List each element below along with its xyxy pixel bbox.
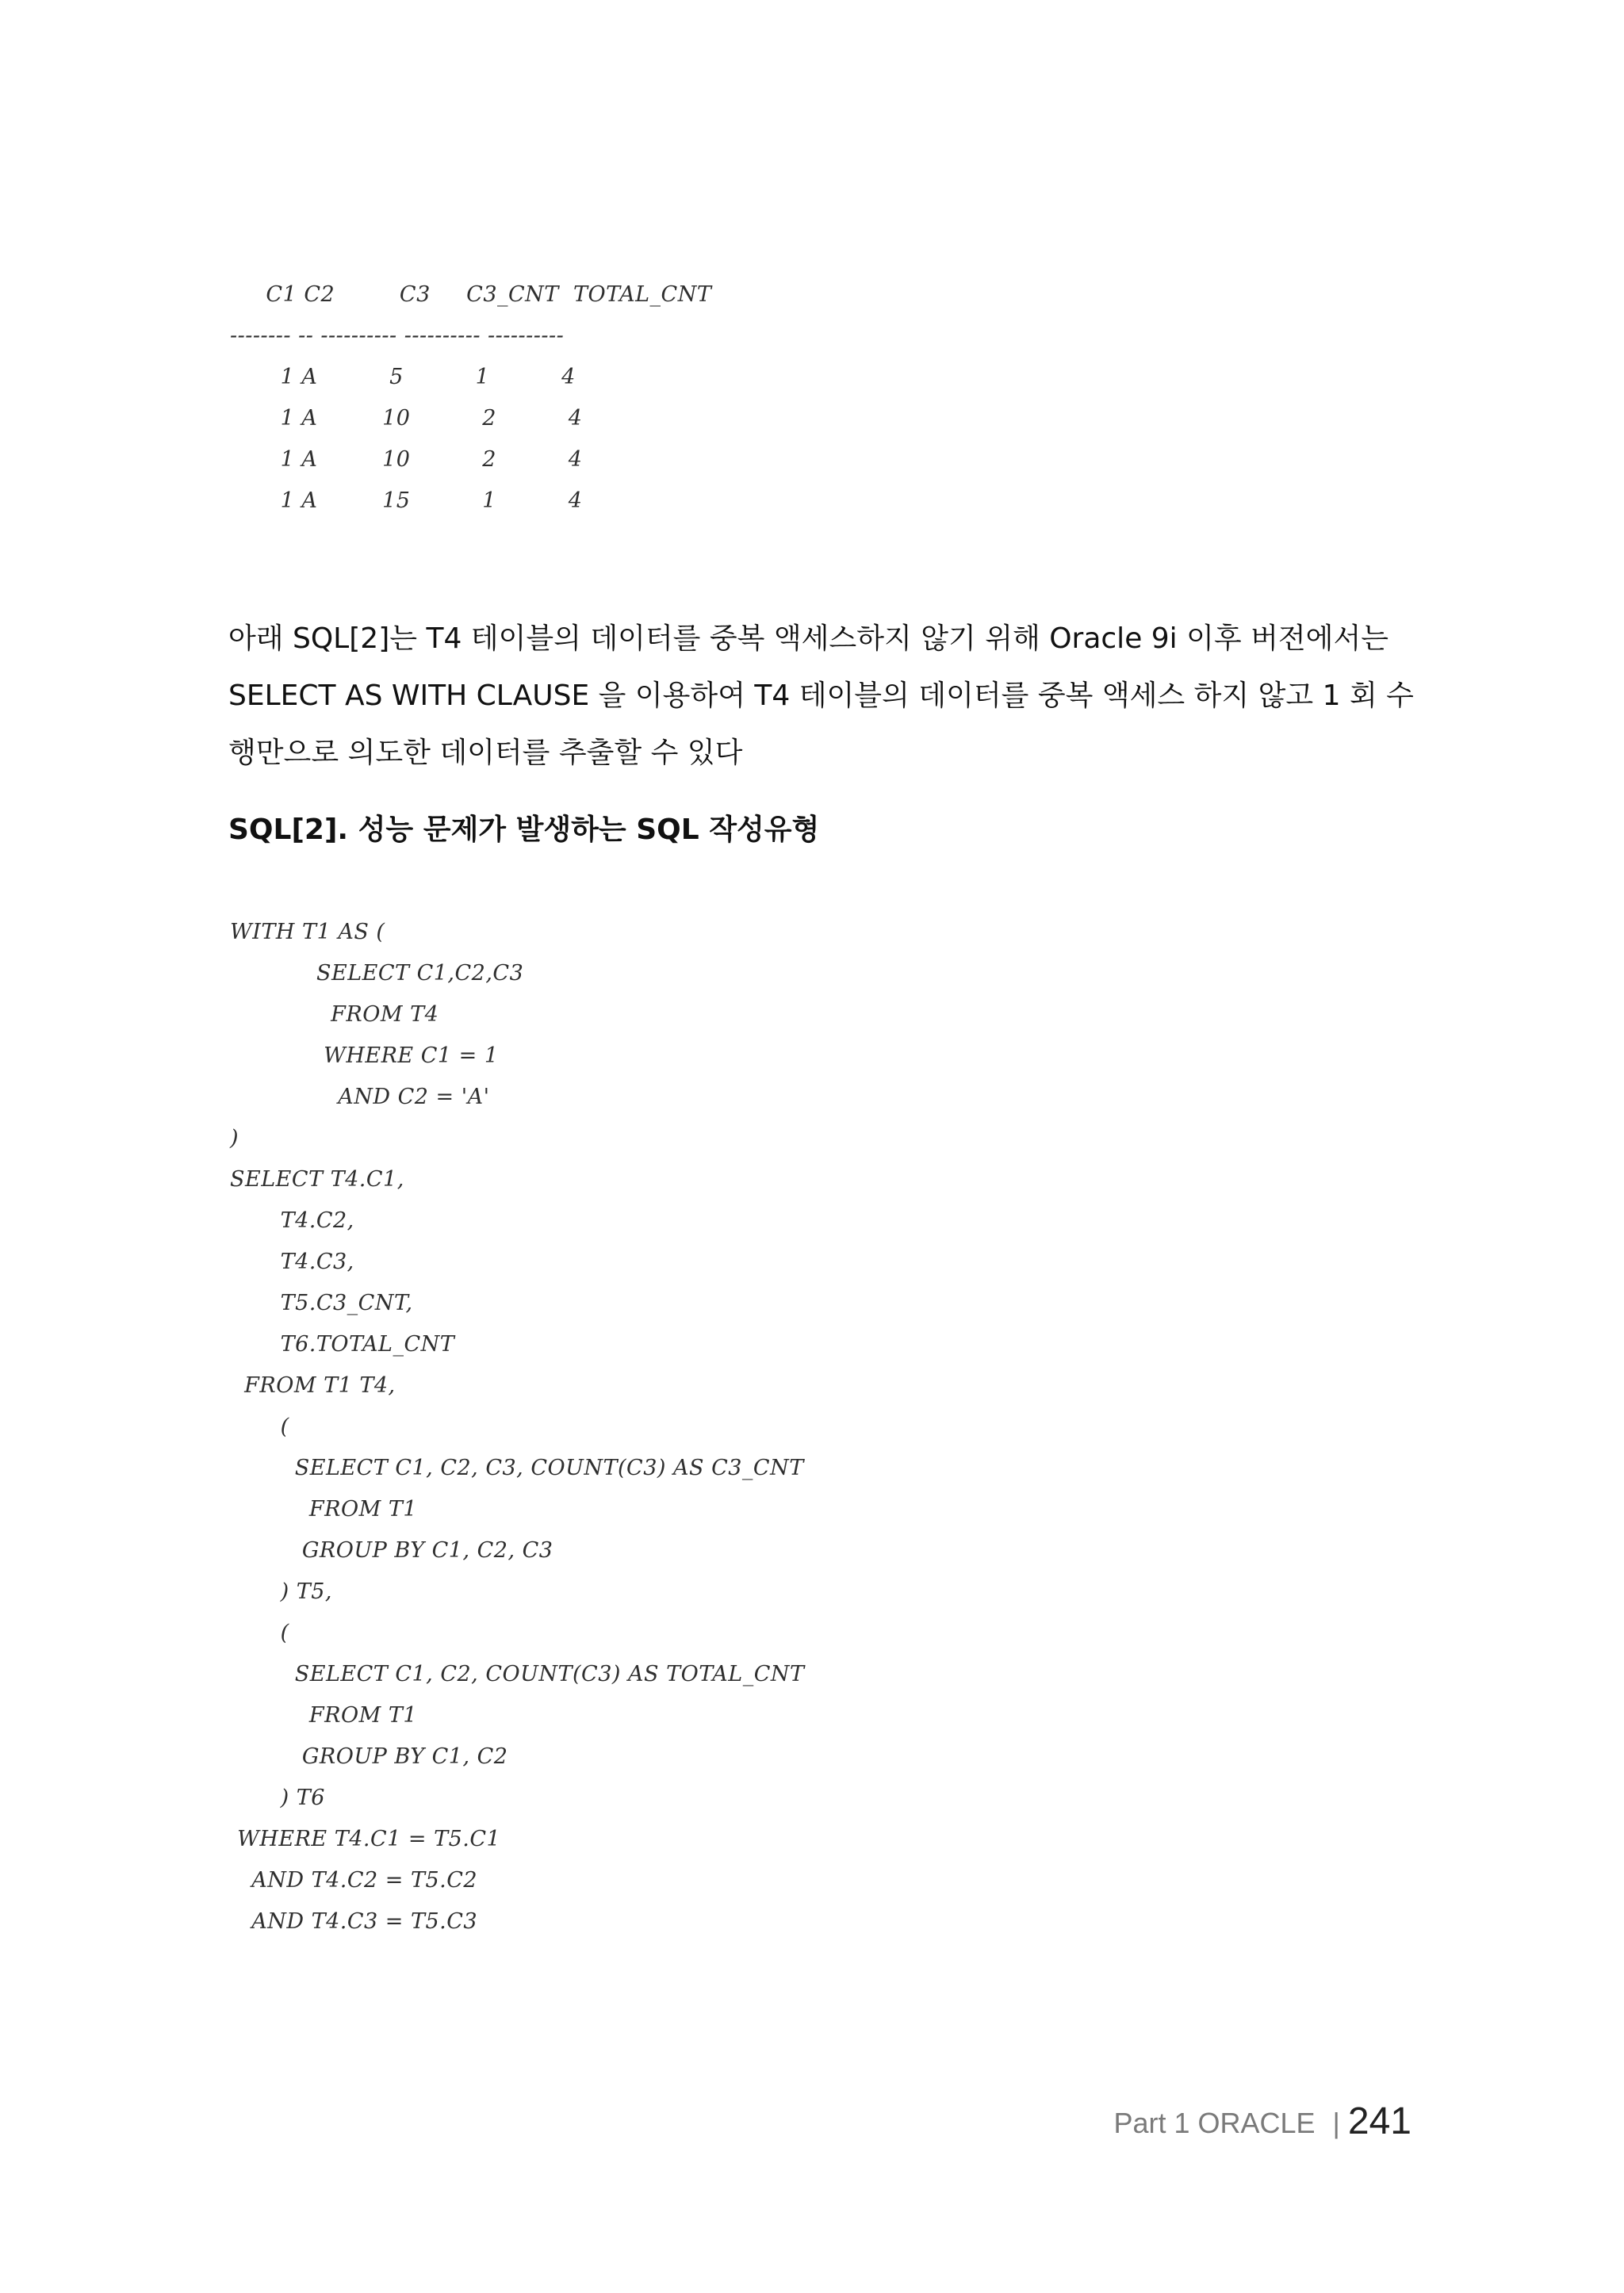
footer-separator: | (1332, 2107, 1340, 2139)
result-row: 1 A 10 2 4 (230, 406, 583, 431)
code-line: ) T5, (230, 1579, 332, 1604)
code-line: AND T4.C2 = T5.C2 (230, 1868, 478, 1893)
page-number: 241 (1347, 2100, 1411, 2142)
result-row: 1 A 15 1 4 (230, 488, 583, 513)
code-line: WITH T1 AS ( (230, 920, 385, 944)
body-paragraph (228, 611, 1418, 782)
code-line: FROM T1 (230, 1497, 418, 1522)
sql-code-block (230, 912, 805, 1943)
code-line: T5.C3_CNT, (230, 1291, 413, 1315)
result-divider-row: -------- -- ---------- ---------- ---------- (230, 323, 565, 348)
result-header-row: C1 C2 C3 C3_CNT TOTAL_CNT (230, 282, 712, 307)
code-line: AND T4.C3 = T5.C3 (230, 1909, 478, 1934)
result-row: 1 A 5 1 4 (230, 365, 576, 389)
code-line: GROUP BY C1, C2 (230, 1744, 508, 1769)
code-line: ( (230, 1621, 289, 1645)
section-heading: SQL[2]. 성능 문제가 발생하는 SQL 작성유형 (228, 813, 820, 846)
code-line: ) (230, 1126, 239, 1150)
code-line: FROM T1 (230, 1703, 418, 1728)
result-row: 1 A 10 2 4 (230, 447, 583, 472)
query-result-table (230, 274, 711, 522)
code-line: FROM T4 (230, 1002, 439, 1027)
code-line: T4.C2, (230, 1208, 354, 1233)
code-line: SELECT C1, C2, C3, COUNT(C3) AS C3_CNT (230, 1456, 804, 1480)
code-line: SELECT T4.C1, (230, 1167, 404, 1192)
code-line: WHERE T4.C1 = T5.C1 (230, 1827, 501, 1851)
code-line: ( (230, 1414, 289, 1439)
code-line: SELECT C1, C2, COUNT(C3) AS TOTAL_CNT (230, 1662, 805, 1686)
code-line: T4.C3, (230, 1250, 354, 1274)
code-line: T6.TOTAL_CNT (230, 1332, 455, 1357)
code-line: ) T6 (230, 1786, 325, 1810)
code-line: SELECT C1,C2,C3 (230, 961, 524, 986)
code-line: WHERE C1 = 1 (230, 1043, 499, 1068)
page-footer (1113, 2100, 1411, 2143)
paragraph-line: 행만으로 의도한 데이터를 추출할 수 있다 (228, 737, 743, 769)
code-line: AND C2 = 'A' (230, 1085, 490, 1109)
paragraph-line: SELECT AS WITH CLAUSE 을 이용하여 T4 테이블의 데이터를 중복 액세스 하지 않고 1 회 수 (228, 679, 1414, 712)
code-line: FROM T1 T4, (230, 1373, 396, 1398)
paragraph-line: 아래 SQL[2]는 T4 테이블의 데이터를 중복 액세스하지 않기 위해 Oracle 9i 이후 버전에서는 (228, 622, 1389, 655)
footer-part-label: Part 1 ORACLE (1113, 2107, 1316, 2139)
code-line: GROUP BY C1, C2, C3 (230, 1538, 553, 1563)
